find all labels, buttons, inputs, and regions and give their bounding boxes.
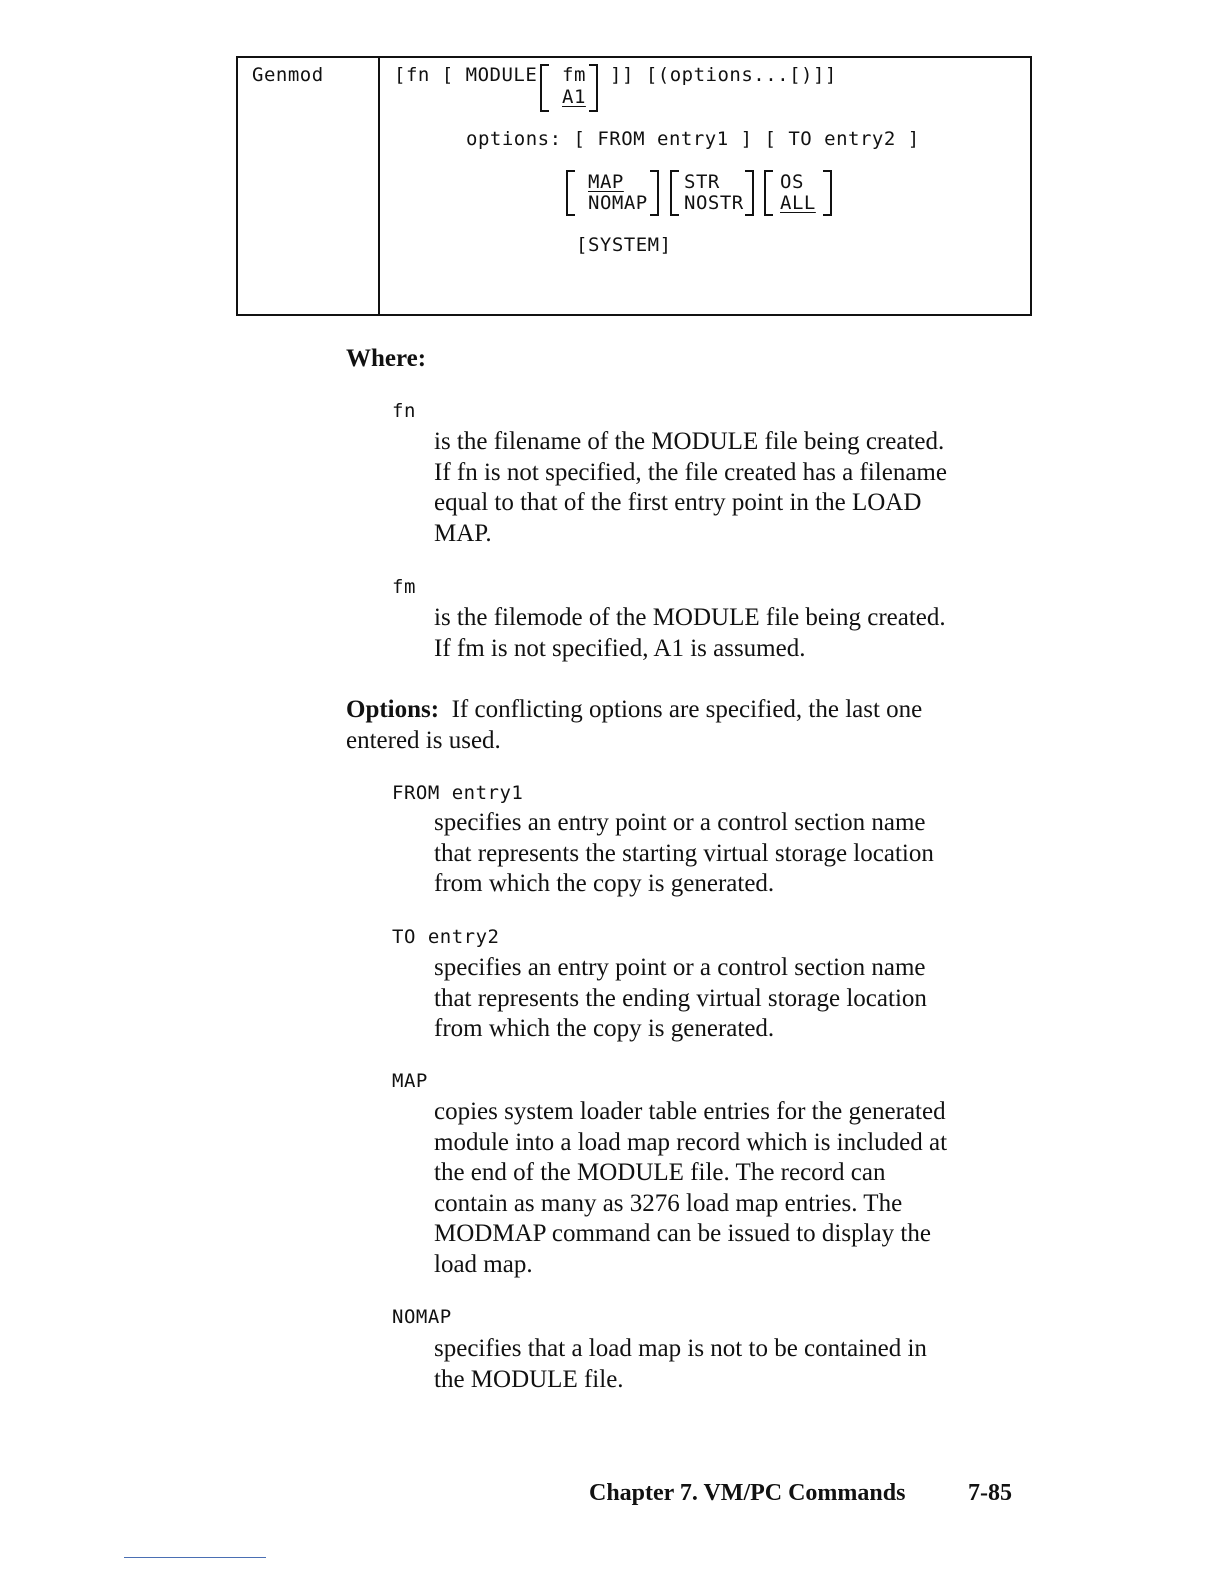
desc-line: equal to that of the first entry point in the LOAD	[434, 489, 922, 517]
option-term-map: MAP	[392, 1070, 428, 1092]
footer-page-number: 7-85	[968, 1480, 1012, 1506]
options-label: Options:	[346, 696, 440, 723]
desc-line: from which the copy is generated.	[434, 1015, 775, 1043]
desc-line: If fm is not specified, A1 is assumed.	[434, 634, 806, 662]
desc-line: specifies an entry point or a control section name	[434, 809, 926, 836]
bracket-left	[540, 64, 549, 112]
desc-line: MODMAP command can be issued to display the	[434, 1220, 931, 1248]
syntax-system: [SYSTEM]	[576, 234, 672, 256]
desc-line: module into a load map record which is included at	[434, 1128, 948, 1156]
syntax-str: STR	[684, 171, 720, 193]
option-term-from: FROM entry1	[392, 782, 524, 804]
desc-line: that represents the ending virtual storage location	[434, 984, 927, 1012]
syntax-all-default: ALL	[780, 192, 816, 214]
option-desc-map	[434, 1097, 947, 1281]
syntax-line1-start: [fn [ MODULE	[394, 64, 538, 86]
footer-rule	[124, 1557, 266, 1558]
syntax-a1-default: A1	[562, 86, 586, 108]
syntax-box	[236, 56, 1032, 316]
bracket-right	[650, 170, 659, 216]
footer-chapter: Chapter 7. VM/PC Commands	[589, 1480, 906, 1506]
desc-line: is the filename of the MODULE file being created.	[434, 428, 945, 455]
where-label: Where:	[346, 345, 427, 372]
desc-line: the MODULE file.	[434, 1365, 624, 1393]
desc-line: is the filemode of the MODULE file being created.	[434, 604, 946, 631]
bracket-right	[589, 64, 598, 112]
param-desc-fn	[434, 427, 947, 549]
desc-line: MAP.	[434, 519, 492, 547]
bracket-right	[823, 170, 832, 216]
desc-line: specifies that a load map is not to be contained in	[434, 1335, 927, 1362]
option-desc-nomap	[434, 1334, 927, 1395]
desc-line: load map.	[434, 1250, 533, 1278]
bracket-left	[566, 170, 575, 216]
options-intro	[346, 695, 922, 756]
syntax-nomap: NOMAP	[588, 192, 648, 214]
bracket-left	[764, 170, 773, 216]
syntax-options-line: options: [ FROM entry1 ] [ TO entry2 ]	[466, 128, 920, 150]
desc-line: If fn is not specified, the file created has a filename	[434, 458, 947, 486]
param-term-fm: fm	[392, 576, 416, 598]
desc-line: copies system loader table entries for the generated	[434, 1098, 946, 1125]
bracket-left	[670, 170, 679, 216]
option-term-nomap: NOMAP	[392, 1306, 452, 1328]
syntax-line1-end: ]] [(options...[)]]	[610, 64, 837, 86]
bracket-right	[745, 170, 754, 216]
option-term-to: TO entry2	[392, 926, 500, 948]
option-desc-to	[434, 953, 927, 1045]
desc-line: the end of the MODULE file. The record can	[434, 1159, 886, 1187]
param-term-fn: fn	[392, 400, 416, 422]
options-intro-line2: entered is used.	[346, 726, 501, 754]
syntax-nostr: NOSTR	[684, 192, 744, 214]
syntax-fm: fm	[562, 64, 586, 86]
desc-line: specifies an entry point or a control section name	[434, 954, 926, 981]
syntax-os: OS	[780, 171, 804, 193]
desc-line: that represents the starting virtual storage location	[434, 839, 934, 867]
syntax-divider	[378, 58, 380, 314]
syntax-map-default: MAP	[588, 171, 624, 193]
options-intro-line1: If conflicting options are specified, the last one	[451, 696, 923, 723]
command-name: Genmod	[252, 64, 324, 86]
option-desc-from	[434, 808, 934, 900]
desc-line: from which the copy is generated.	[434, 870, 775, 898]
param-desc-fm	[434, 603, 946, 664]
desc-line: contain as many as 3276 load map entries. The	[434, 1189, 903, 1217]
